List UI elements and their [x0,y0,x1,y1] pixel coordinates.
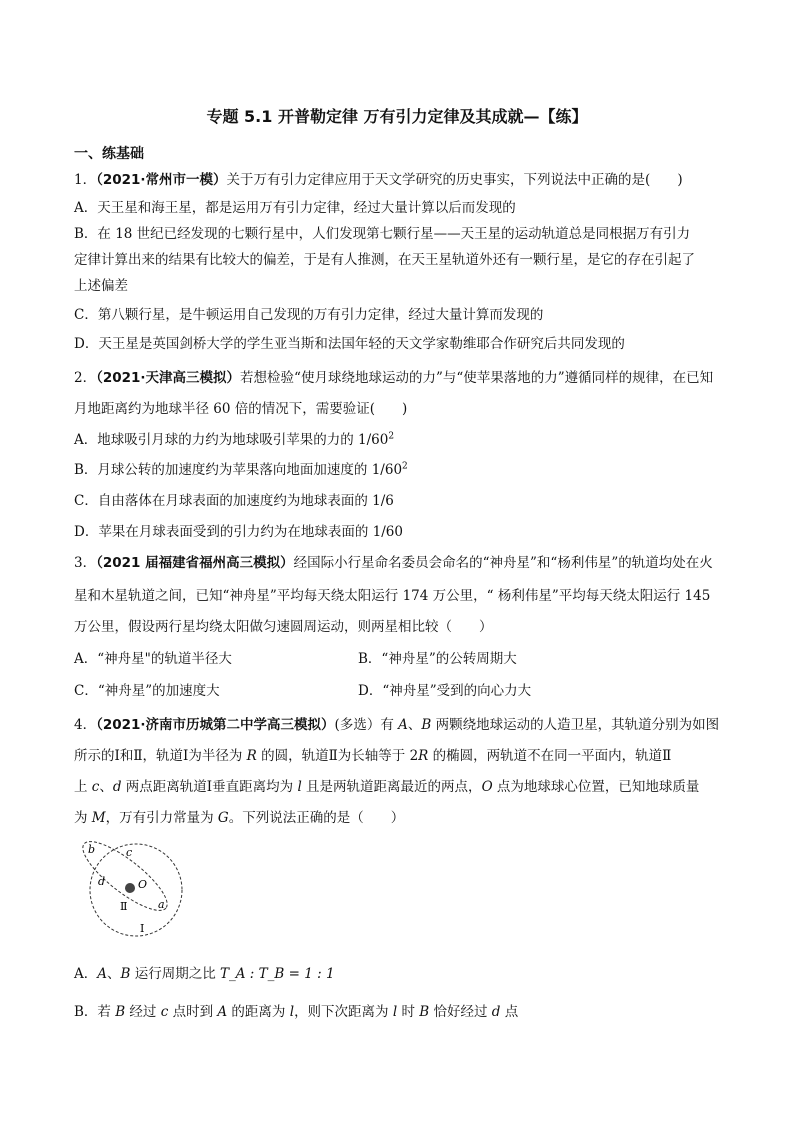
q4-text: 、 [407,717,422,733]
q1-option-d: D．天王星是英国剑桥大学的学生亚当斯和法国年轻的天文学家勒维耶合作研究后共同发现的 [74,336,625,352]
q4-text: 。下列说法正确的是（ ） [228,810,405,826]
q4-var-l: l [392,1004,398,1020]
q4-text: A． [74,966,98,982]
q1-option-c: C．第八颗行星，是牛顿运用自己发现的万有引力定律，经过大量计算而发现的 [74,307,544,323]
q4-text: 两点距离轨道Ⅰ垂直距离均为 [121,779,298,795]
q1-number: 1． [74,172,97,188]
q4-text: 且是两轨道距离最近的两点， [301,779,482,795]
q3-option-a: A．“神舟星"的轨道半径大 [74,651,232,667]
q4-var-a: A [398,717,408,733]
q2-option-a [74,428,394,448]
q2-stem-line1 [74,366,713,386]
orbit-diagram [80,838,195,943]
q4-stem-line3 [74,775,699,795]
fig-label-o: O [138,878,148,891]
q4-text: 的圆，轨道Ⅱ为长轴等于 2 [256,748,419,764]
q4-text: (多选）有 [334,717,399,733]
q1-source: （2021·常州市一模） [96,172,227,188]
q4-var-b: B [419,1004,430,1020]
q4-text: B．若 [74,1004,116,1020]
section-heading: 一、练基础 [74,146,144,162]
q3-option-c: C．“神舟星”的加速度大 [74,683,220,699]
q4-option-b [74,1000,518,1020]
q4-var-b: B [115,1004,126,1020]
q4-text: 、 [99,779,113,795]
page-title: 专题 5.1 开普勒定律 万有引力定律及其成就—【练】 [206,107,588,126]
q4-text: 上 [74,779,92,795]
q1-option-b-line3: 上述偏差 [74,278,128,294]
q4-var-o: O [481,779,493,795]
q2-stem-text1: 若想检验“使月球绕地球运动的力”与“使苹果落地的力”遵循同样的规律，在已知 [240,370,714,386]
q4-text: 时 [397,1004,420,1020]
q2-option-b [74,458,408,478]
q2-number: 2． [74,370,97,386]
q2-option-c: C．自由落体在月球表面的加速度约为地球表面的 1/6 [74,493,394,509]
q4-var-a: A [217,1004,228,1020]
q2-stem-line2: 月地距离约为地球半径 60 倍的情况下，需要验证( ) [74,401,408,417]
q3-option-b: B．“神舟星”的公转周期大 [358,651,517,667]
q4-text: 的椭圆，两轨道不在同一平面内，轨道Ⅱ [428,748,672,764]
q2-option-b-text: B．月球公转的加速度约为苹果落向地面加速度的 1/60 [74,462,403,478]
q4-var-a: A [97,966,107,982]
q2-option-a-text: A．地球吸引月球的力约为地球吸引苹果的力的 1/60 [74,432,389,448]
q4-number: 4． [74,717,97,733]
q3-stem-line3: 万公里，假设两行星均绕太阳做匀速圆周运动，则两星相比较（ ） [74,619,493,635]
q4-source: （2021·济南市历城第二中学高三模拟） [96,717,335,733]
q1-option-a: A．天王星和海王星，都是运用万有引力定律，经过大量计算以后而发现的 [74,200,516,216]
q3-stem-line2: 星和木星轨道之间，已知“神舟星”平均每天绕太阳运行 174 万公里，“ 杨利伟星”平均每天绕太阳运行 145 [74,588,711,604]
q4-var-r: R [418,748,429,764]
q4-text: 所示的Ⅰ和Ⅱ，轨道Ⅰ为半径为 [74,748,247,764]
q4-text: 恰好经过 [429,1004,492,1020]
period-ratio-formula: T_A : T_B = 1 : 1 [220,966,335,982]
q4-text: 经过 [125,1004,161,1020]
q4-text: 点为地球球心位置，已知地球质量 [492,779,700,795]
q3-option-d: D．“神舟星”受到的向心力大 [358,683,532,699]
q3-stem-text1: 经国际小行星命名委员会命名的“神舟星”和“杨利伟星”的轨道均处在火 [293,555,713,571]
orbit-circle-i [90,844,182,936]
q4-var-c: c [160,1004,169,1020]
q4-var-l: l [289,1004,295,1020]
q2-source: （2021·天津高三模拟） [96,370,241,386]
q4-stem-line2 [74,744,671,764]
q4-text: 的距离为 [227,1004,290,1020]
q3-number: 3． [74,555,97,571]
q4-text: 点 [500,1004,519,1020]
q1-option-b-line1: B．在 18 世纪已经发现的七颗行星中，人们发现第七颗行星——天王星的运动轨道总是同根据万有引力 [74,226,691,242]
q2-option-b-exponent: 2 [402,461,408,472]
q2-option-d: D．苹果在月球表面受到的引力约为在地球表面的 1/60 [74,524,403,540]
fig-label-a: a [158,898,165,911]
q4-option-a [74,962,335,982]
q4-var-b: B [421,717,432,733]
q4-text: 两颗绕地球运动的人造卫星，其轨道分别为如图 [431,717,720,733]
q4-var-g: G [217,810,229,826]
q4-text: 运行周期之比 [130,966,221,982]
fig-label-b: b [88,843,96,856]
q3-stem-line1 [74,551,713,571]
q4-text: 、 [107,966,121,982]
q4-text: 点时到 [168,1004,218,1020]
q1-stem-text: 关于万有引力定律应用于天文学研究的历史事实，下列说法中正确的是( ) [226,172,683,188]
fig-label-c: c [126,846,133,859]
q4-var-m: M [91,810,106,826]
q4-text: ，则下次距离为 [294,1004,393,1020]
earth-icon [125,883,135,893]
q2-option-a-exponent: 2 [388,431,395,442]
q4-stem-line1 [74,713,719,733]
q1-stem [74,168,683,188]
fig-label-d: d [98,875,106,888]
q4-text: ，万有引力常量为 [105,810,218,826]
q4-var-d: d [112,779,122,795]
q1-option-b-line2: 定律计算出来的结果有比较大的偏差，于是有人推测，在天王星轨道外还有一颗行星，是它的存在引起了 [74,252,695,268]
q4-var-c: c [91,779,100,795]
q4-var-l: l [297,779,302,795]
q4-var-d: d [491,1004,501,1020]
q4-text: 为 [74,810,92,826]
q3-source: （2021 届福建省福州高三模拟） [96,555,294,571]
q4-stem-line4 [74,806,404,826]
q4-var-r: R [246,748,257,764]
fig-label-ii: Ⅱ [120,900,128,913]
fig-label-i: Ⅰ [140,922,145,935]
q4-var-b: B [120,966,131,982]
